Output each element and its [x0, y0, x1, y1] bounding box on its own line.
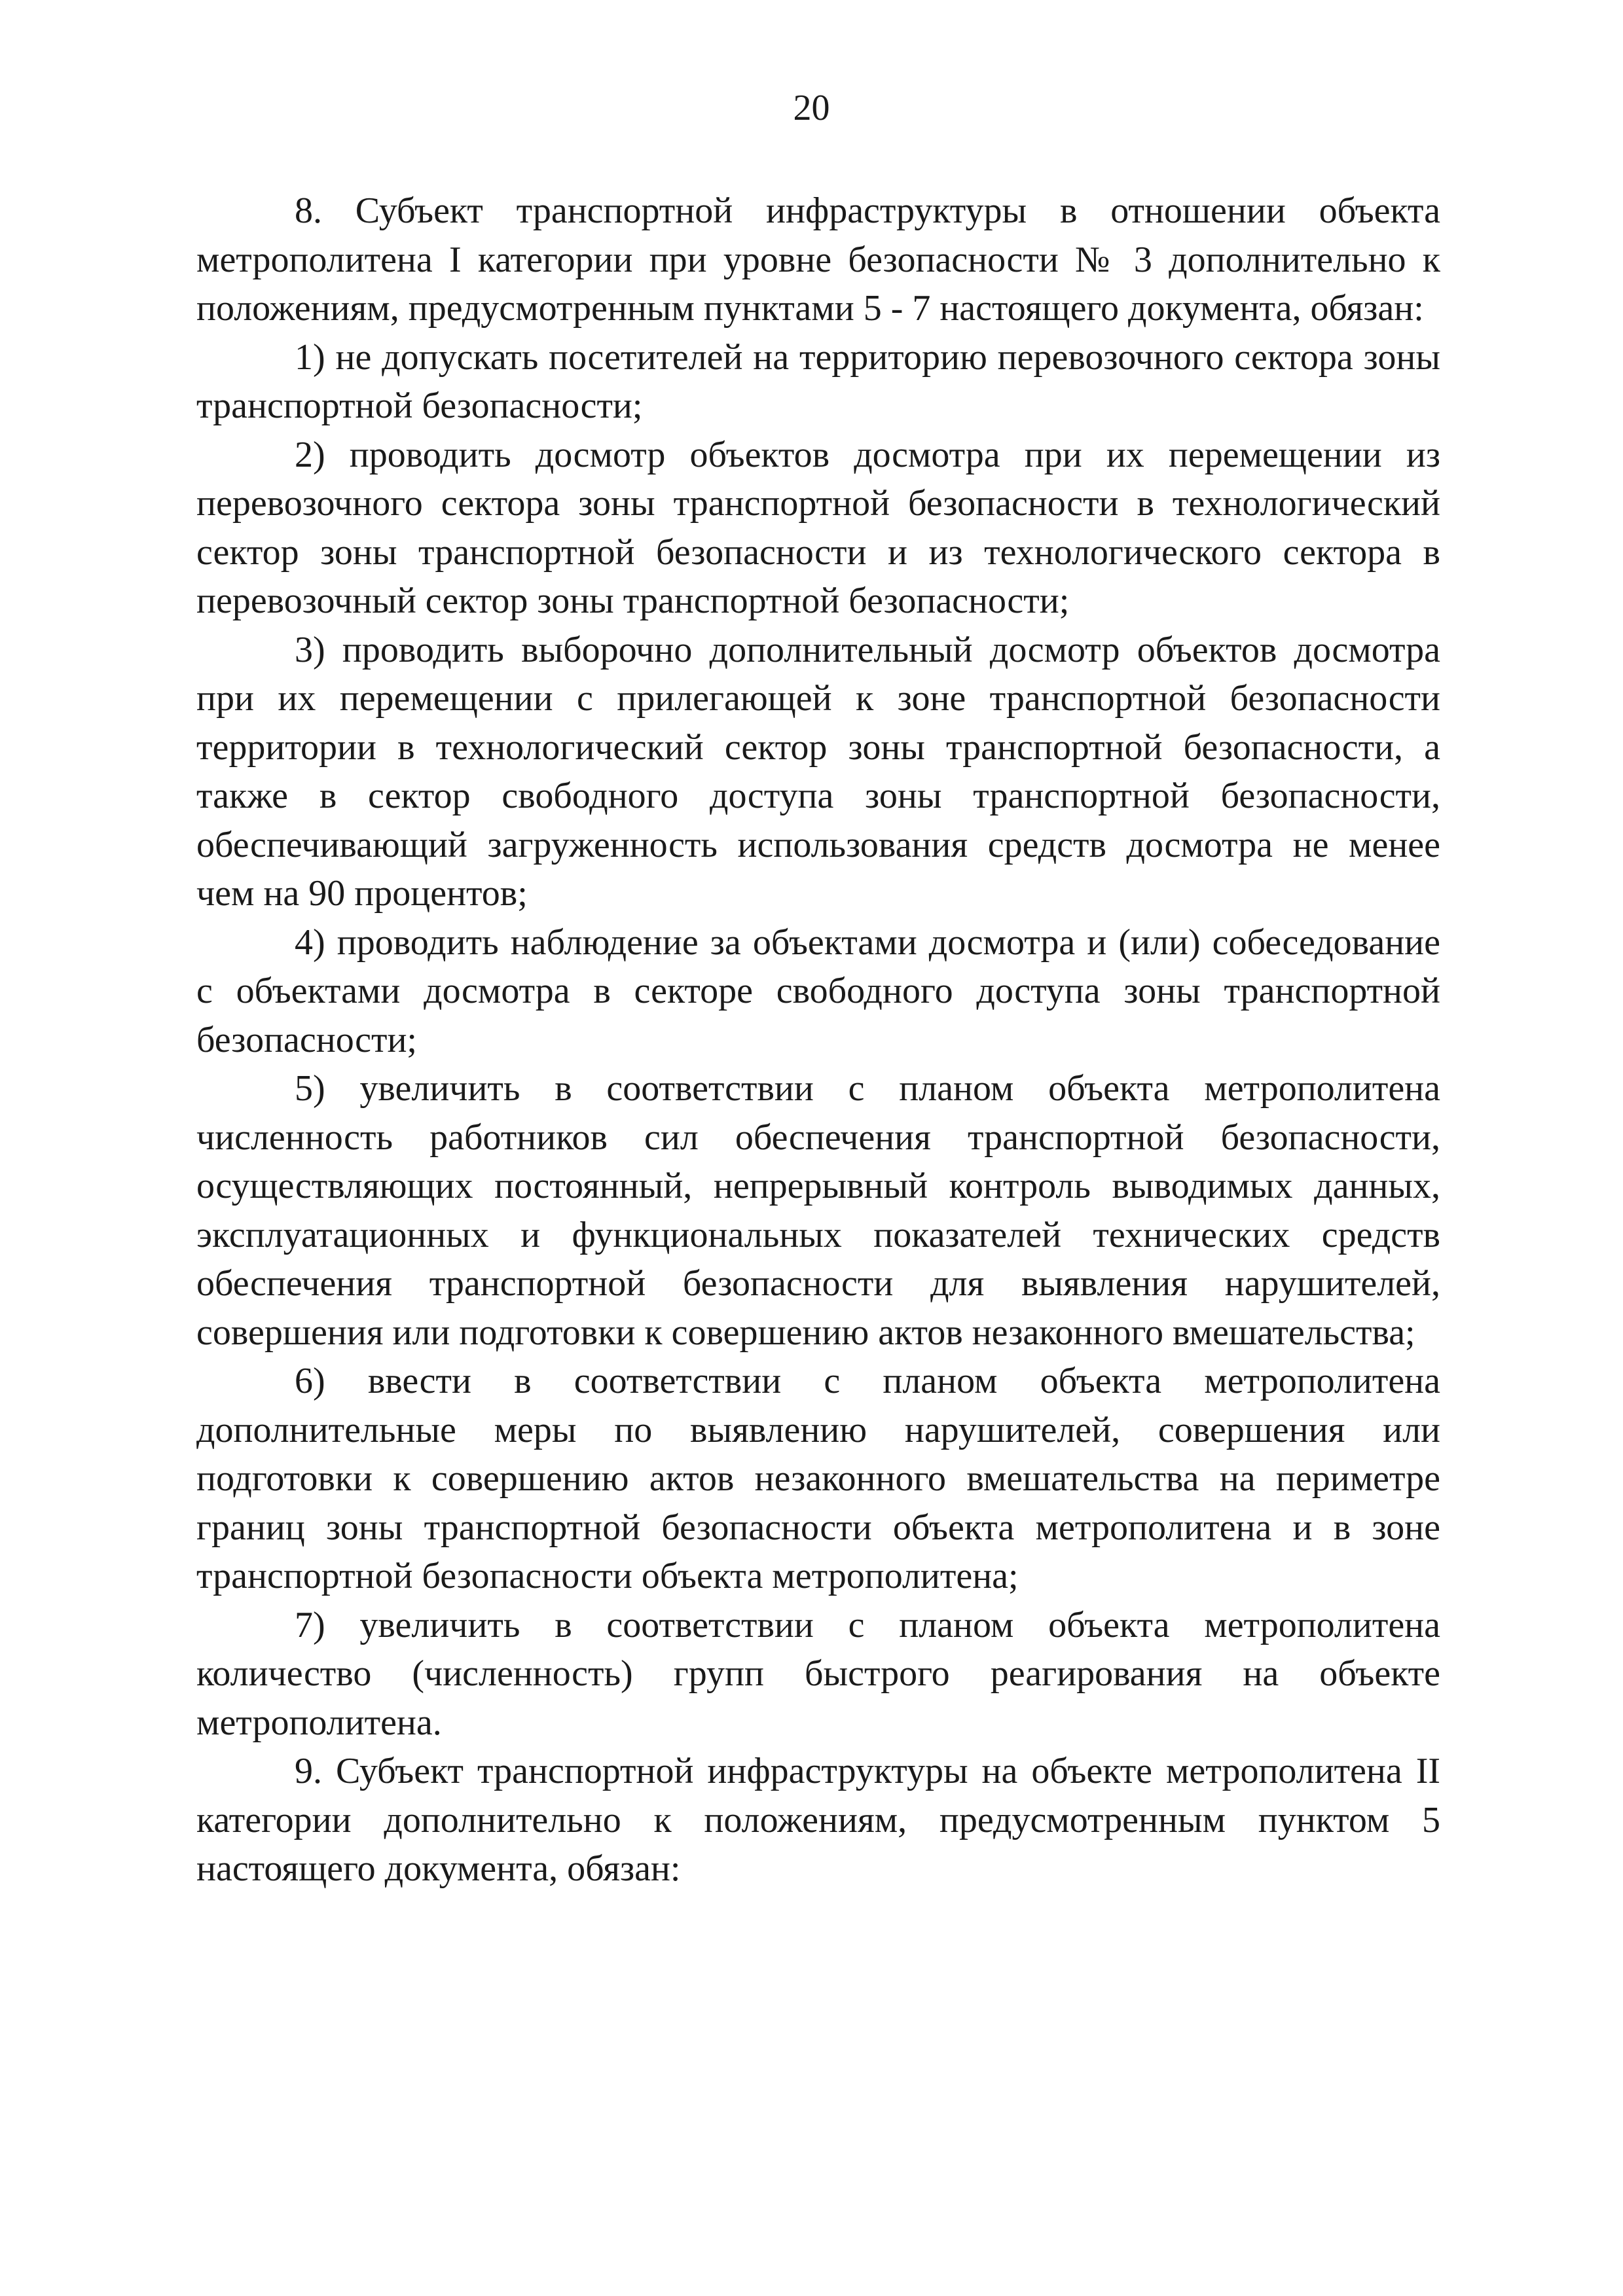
- page-number: 20: [793, 88, 830, 128]
- paragraph-9: 9. Субъект транспортной инфраструктуры на объекте метрополитена II категории дополнительно к положениям, предусмотренным пунктом 5 настоящего документа, обязан:: [196, 1751, 1440, 1889]
- list-item-1: 1) не допускать посетителей на территорию перевозочного сектора зоны транспортной безопасности;: [196, 336, 1440, 426]
- list-item-7: 7) увеличить в соответствии с планом объекта метрополитена количество (численность) групп быстрого реагирования на объекте метрополитена.: [196, 1604, 1440, 1743]
- list-item-2: 2) проводить досмотр объектов досмотра при их перемещении из перевозочного сектора зоны транспортной безопасности в технологический сектор зоны транспортной безопасности и из технологического сектора в перевозочный сектор зоны транспортной безопасности;: [196, 434, 1440, 621]
- list-item-3: 3) проводить выборочно дополнительный досмотр объектов досмотра при их перемещении с прилегающей к зоне транспортной безопасности территории в технологический сектор зоны транспортной безопасности, а также в сектор свободного доступа зоны транспортной безопасности, обеспечивающий загруженность использования средств досмотра не менее чем на 90 процентов;: [196, 629, 1440, 914]
- paragraph-8: 8. Субъект транспортной инфраструктуры в отношении объекта метрополитена I категории при уровне безопасности № 3 дополнительно к положениям, предусмотренным пунктами 5 - 7 настоящего документа, обязан:: [196, 190, 1440, 329]
- document-body: [196, 187, 1440, 1893]
- list-item-6: 6) ввести в соответствии с планом объекта метрополитена дополнительные меры по выявлению нарушителей, совершения или подготовки к совершению актов незаконного вмешательства на периметре границ зоны транспортной безопасности объекта метрополитена и в зоне транспортной безопасности объекта метрополитена;: [196, 1361, 1440, 1596]
- list-item-4: 4) проводить наблюдение за объектами досмотра и (или) собеседование с объектами досмотра в секторе свободного доступа зоны транспортной безопасности;: [196, 922, 1440, 1060]
- list-item-5: 5) увеличить в соответствии с планом объекта метрополитена численность работников сил обеспечения транспортной безопасности, осуществляющих постоянный, непрерывный контроль выводимых данных, эксплуатационных и функциональных показателей технических средств обеспечения транспортной безопасности для выявления нарушителей, совершения или подготовки к совершению актов незаконного вмешательства;: [196, 1068, 1440, 1353]
